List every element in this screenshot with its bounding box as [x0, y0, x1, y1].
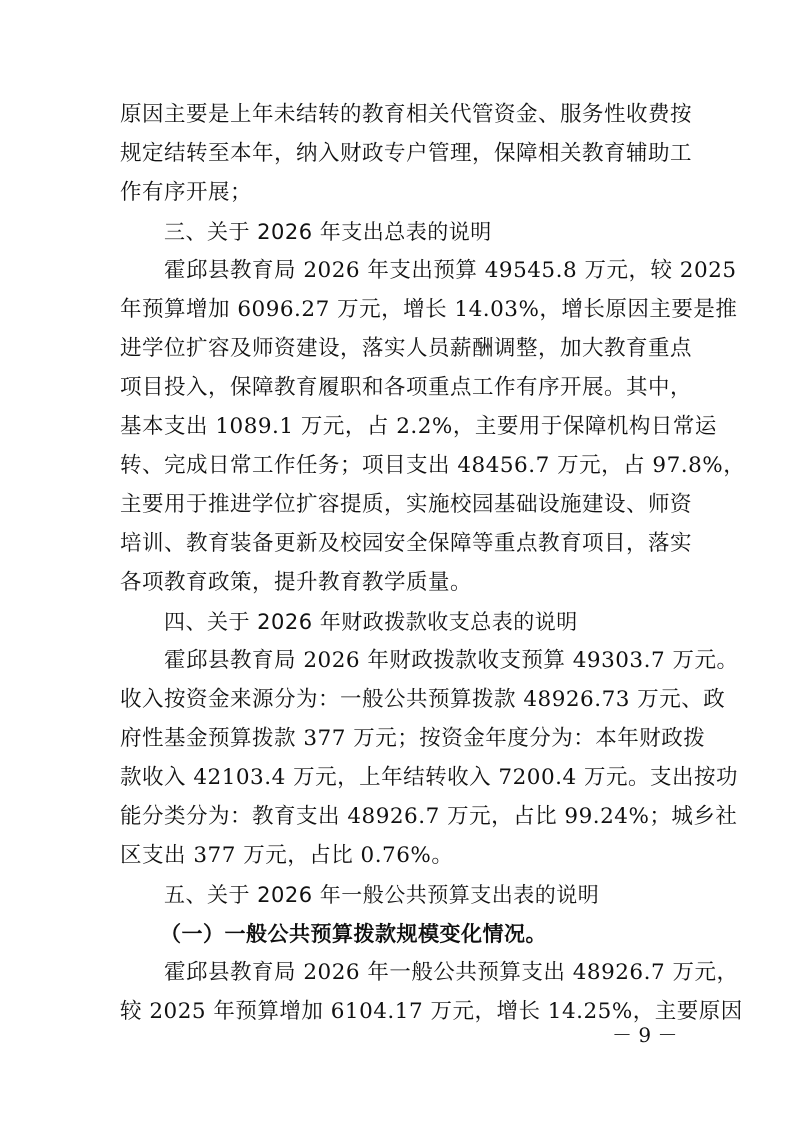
paragraph-line: 各项教育政策，提升教育教学质量。 [120, 570, 473, 595]
paragraph-line: 作有序开展； [120, 180, 253, 205]
paragraph-line: 培训、教育装备更新及校园安全保障等重点教育项目，落实 [120, 531, 693, 556]
paragraph-line: 收入按资金来源分为：一般公共预算拨款 48926.73 万元、政 [120, 687, 726, 712]
section-heading: 五、关于 2026 年一般公共预算支出表的说明 [164, 883, 600, 907]
section-heading: 三、关于 2026 年支出总表的说明 [164, 220, 492, 244]
paragraph-line: 主要用于推进学位扩容提质，实施校园基础设施建设、师资 [120, 492, 693, 517]
paragraph-line: 府性基金预算拨款 377 万元；按资金年度分为：本年财政拨 [120, 726, 706, 751]
subsection-heading: （一）一般公共预算拨款规模变化情况。 [160, 922, 547, 946]
page-number: － 9 － [612, 1023, 678, 1047]
paragraph-line: 年预算增加 6096.27 万元，增长 14.03%，增长原因主要是推 [120, 297, 738, 322]
paragraph-line: 基本支出 1089.1 万元，占 2.2%，主要用于保障机构日常运 [120, 414, 717, 439]
paragraph-line: 霍邱县教育局 2026 年支出预算 49545.8 万元，较 2025 [164, 258, 737, 283]
paragraph-line: 较 2025 年预算增加 6104.17 万元，增长 14.25%，主要原因 [120, 999, 743, 1024]
paragraph-line: 原因主要是上年未结转的教育相关代管资金、服务性收费按 [120, 102, 693, 127]
paragraph-line: 转、完成日常工作任务；项目支出 48456.7 万元，占 97.8%， [120, 453, 746, 478]
paragraph-line: 款收入 42103.4 万元，上年结转收入 7200.4 万元。支出按功 [120, 765, 738, 790]
section-heading: 四、关于 2026 年财政拨款收支总表的说明 [164, 610, 578, 634]
paragraph-line: 霍邱县教育局 2026 年一般公共预算支出 48926.7 万元， [164, 960, 739, 985]
paragraph-line: 项目投入，保障教育履职和各项重点工作有序开展。其中， [120, 375, 693, 400]
paragraph-line: 区支出 377 万元，占比 0.76%。 [120, 843, 454, 868]
paragraph-line: 规定结转至本年，纳入财政专户管理，保障相关教育辅助工 [120, 141, 693, 166]
paragraph-line: 进学位扩容及师资建设，落实人员薪酬调整，加大教育重点 [120, 336, 693, 361]
paragraph-line: 能分类分为：教育支出 48926.7 万元，占比 99.24%；城乡社 [120, 804, 738, 829]
paragraph-line: 霍邱县教育局 2026 年财政拨款收支预算 49303.7 万元。 [164, 648, 739, 673]
